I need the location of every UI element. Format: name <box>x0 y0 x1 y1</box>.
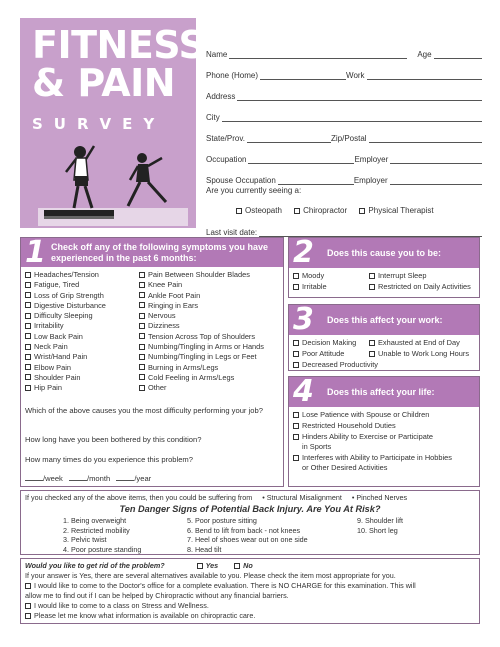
checkbox-icon <box>139 292 145 298</box>
section-1-number: 1 <box>25 235 46 270</box>
symptom-item[interactable]: Numbing/Tingling in Legs or Feet <box>139 352 264 362</box>
checkbox-icon <box>293 423 299 429</box>
symptom-item[interactable]: Numbing/Tingling in Arms or Hands <box>139 342 264 352</box>
name-field[interactable] <box>229 50 407 59</box>
section-2-number: 2 <box>293 235 314 270</box>
section-3-number: 3 <box>293 302 314 337</box>
checkbox-icon <box>25 364 31 370</box>
checkbox-icon <box>25 302 31 308</box>
checkbox-icon <box>293 455 299 461</box>
yes-option[interactable]: Yes <box>197 561 219 570</box>
state-field[interactable] <box>247 134 331 143</box>
moody-item[interactable]: Moody <box>293 271 324 281</box>
danger-sign-item: 10. Short leg <box>357 525 398 535</box>
danger-col-2 <box>187 516 308 554</box>
occupation-field[interactable] <box>248 155 354 164</box>
checkbox-icon <box>369 273 375 279</box>
hobbies-item[interactable]: Interferes with Ability to Participate in Hobbies <box>293 453 452 463</box>
checkbox-icon <box>293 412 299 418</box>
section-1-col-2 <box>139 270 264 394</box>
decision-making-item[interactable]: Decision Making <box>293 338 356 348</box>
evaluation-option-cont: allow me to find out if I can be helped by Chiropractic without any financial barriers. <box>25 591 289 600</box>
title-line-2: & PAIN <box>32 61 176 105</box>
city-field[interactable] <box>222 113 482 122</box>
alternatives-text: If your answer is Yes, there are several alternatives available to you. Please check the item most appropriate for you. <box>25 571 396 580</box>
checkbox-icon <box>293 284 299 290</box>
section-2-heading: Does this cause you to be: <box>327 248 442 258</box>
checkbox-icon <box>25 374 31 380</box>
section-1-heading: Check off any of the following symptoms you have experienced in the past 6 months: <box>51 242 269 263</box>
checkbox-icon <box>139 333 145 339</box>
poor-attitude-item[interactable]: Poor Attitude <box>293 349 344 359</box>
danger-signs-box <box>20 490 480 555</box>
checkbox-icon <box>139 313 145 319</box>
danger-sign-item: 4. Poor posture standing <box>63 544 142 554</box>
per-year-field[interactable] <box>116 480 134 481</box>
checkbox-icon <box>139 344 145 350</box>
stress-class-option[interactable]: I would like to come to a class on Stress and Wellness. <box>25 601 209 610</box>
chiropractor-option[interactable]: Chiropractor <box>294 206 347 215</box>
section-3 <box>288 304 480 371</box>
osteopath-option[interactable]: Osteopath <box>236 206 282 215</box>
symptom-item[interactable]: Dizziness <box>139 321 264 331</box>
productivity-item[interactable]: Decreased Productivity <box>293 360 378 370</box>
section-2-header <box>289 235 479 270</box>
age-label: Age <box>417 50 432 59</box>
long-hours-item[interactable]: Unable to Work Long Hours <box>369 349 469 359</box>
section-3-heading: Does this affect your work: <box>327 315 443 325</box>
lose-patience-item[interactable]: Lose Patience with Spouse or Children <box>293 410 429 420</box>
employer-field[interactable] <box>390 155 482 164</box>
get-rid-question: Would you like to get rid of the problem? <box>25 561 165 570</box>
checkbox-icon <box>25 292 31 298</box>
employer-label: Employer <box>354 155 389 164</box>
structural-misalignment: • Structural Misalignment <box>262 493 342 502</box>
checkbox-icon <box>139 354 145 360</box>
address-field[interactable] <box>237 92 482 101</box>
exhausted-item[interactable]: Exhausted at End of Day <box>369 338 460 348</box>
symptom-item[interactable]: Loss of Grip Strength <box>25 291 106 301</box>
danger-sign-item: 6. Bend to lift from back - not knees <box>187 525 301 535</box>
symptom-item[interactable]: Ringing in Ears <box>139 301 264 311</box>
danger-sign-item: 1. Being overweight <box>63 516 127 525</box>
city-label: City <box>206 113 220 122</box>
zip-field[interactable] <box>369 134 482 143</box>
spouse-row <box>206 170 482 185</box>
checkbox-icon <box>25 613 31 619</box>
checkbox-icon <box>25 272 31 278</box>
checkbox-icon <box>25 385 31 391</box>
section-4 <box>288 376 480 487</box>
survey-logo <box>20 18 206 228</box>
danger-sign-item: 8. Head tilt <box>187 544 222 554</box>
fitness-figures-illustration <box>38 136 188 226</box>
symptom-item[interactable]: Headaches/Tension <box>25 270 106 280</box>
symptom-item[interactable]: Other <box>139 383 264 393</box>
occupation-label: Occupation <box>206 155 247 164</box>
work-field[interactable] <box>367 71 482 80</box>
exercise-item-cont: in Sports <box>302 442 332 451</box>
danger-sign-item: 9. Shoulder lift <box>357 516 403 525</box>
duration-question: How long have you been bothered by this condition? <box>25 435 202 444</box>
last-visit-row <box>206 222 482 237</box>
state-row <box>206 128 482 143</box>
symptom-item[interactable]: Irritability <box>25 321 106 331</box>
household-duties-item[interactable]: Restricted Household Duties <box>293 421 396 431</box>
currently-seeing-label: Are you currently seeing a: <box>206 186 302 195</box>
checkbox-icon <box>359 208 365 214</box>
employer2-label: Employer <box>353 176 388 185</box>
symptom-item[interactable]: Shoulder Pain <box>25 373 106 383</box>
danger-sign-item: 7. Heel of shoes wear out on one side <box>187 535 308 544</box>
checkbox-icon <box>25 344 31 350</box>
checkbox-icon <box>25 282 31 288</box>
section-4-header <box>289 374 479 409</box>
checkbox-icon <box>293 362 299 368</box>
address-row <box>206 86 482 101</box>
spouse-occupation-field[interactable] <box>278 176 354 185</box>
spouse-occupation-label: Spouse Occupation <box>206 176 276 185</box>
title-line-3: SURVEY <box>32 115 166 133</box>
symptom-item[interactable]: Ankle Foot Pain <box>139 291 264 301</box>
checkbox-icon <box>369 340 375 346</box>
checkbox-icon <box>369 351 375 357</box>
name-row <box>206 44 482 59</box>
checkbox-icon <box>234 563 240 569</box>
symptom-item[interactable]: Burning in Arms/Legs <box>139 363 264 373</box>
checkbox-icon <box>293 273 299 279</box>
symptom-item[interactable]: Low Back Pain <box>25 332 106 342</box>
checkbox-icon <box>25 603 31 609</box>
phone-home-field[interactable] <box>260 71 346 80</box>
checkbox-icon <box>139 282 145 288</box>
checkbox-icon <box>197 563 203 569</box>
phone-home-label: Phone (Home) <box>206 71 259 80</box>
checkbox-icon <box>293 340 299 346</box>
checkbox-icon <box>25 333 31 339</box>
pinched-nerves: • Pinched Nerves <box>351 493 408 502</box>
checkbox-icon <box>139 302 145 308</box>
checkbox-icon <box>25 354 31 360</box>
restricted-daily-item[interactable]: Restricted on Daily Activities <box>369 282 471 292</box>
no-option[interactable]: No <box>234 561 253 570</box>
checkbox-icon <box>139 364 145 370</box>
occupation-row <box>206 149 482 164</box>
address-label: Address <box>206 92 236 101</box>
exercise-item[interactable]: Hinders Ability to Exercise or Participate <box>293 432 433 442</box>
section-4-heading: Does this affect your life: <box>327 387 435 397</box>
checkbox-icon <box>25 323 31 329</box>
symptom-item[interactable]: Digestive Disturbance <box>25 301 106 311</box>
checkbox-icon <box>139 385 145 391</box>
interrupt-sleep-item[interactable]: Interrupt Sleep <box>369 271 426 281</box>
checkbox-icon <box>293 434 299 440</box>
checkbox-icon <box>139 272 145 278</box>
info-option[interactable]: Please let me know what information is available on chiropractic care. <box>25 611 255 620</box>
checkbox-icon <box>369 284 375 290</box>
checkbox-icon <box>139 323 145 329</box>
checkbox-icon <box>236 208 242 214</box>
danger-sign-item: 3. Pelvic twist <box>63 535 107 544</box>
danger-sign-item: 2. Restricted mobility <box>63 525 130 535</box>
symptom-item[interactable]: Tension Across Top of Shoulders <box>139 332 264 342</box>
get-rid-question-row <box>25 561 253 570</box>
per-week-field[interactable] <box>25 480 43 481</box>
call-to-action-box <box>20 558 480 624</box>
name-label: Name <box>206 50 228 59</box>
danger-intro: If you checked any of the above items, then you could be suffering from <box>25 493 253 502</box>
symptom-item[interactable]: Pain Between Shoulder Blades <box>139 270 264 280</box>
symptom-item[interactable]: Elbow Pain <box>25 363 106 373</box>
section-3-header <box>289 302 479 337</box>
work-label: Work <box>346 71 365 80</box>
title-line-1: FITNESS <box>32 23 206 67</box>
physical-therapist-option[interactable]: Physical Therapist <box>359 206 433 215</box>
checkbox-icon <box>294 208 300 214</box>
zip-label: Zip/Postal <box>330 134 367 143</box>
state-label: State/Prov. <box>206 134 245 143</box>
danger-title: Ten Danger Signs of Potential Back Injury. Are You At Risk? <box>119 504 381 514</box>
symptom-item[interactable]: Neck Pain <box>25 342 106 352</box>
hobbies-item-cont: or Other Desired Activities <box>302 463 388 472</box>
checkbox-icon <box>139 374 145 380</box>
employer2-field[interactable] <box>390 176 482 185</box>
city-row <box>206 107 482 122</box>
section-1-header <box>21 235 283 270</box>
checkbox-icon <box>25 583 31 589</box>
symptom-item[interactable]: Knee Pain <box>139 280 264 290</box>
frequency-question: How many times do you experience this problem? <box>25 455 193 464</box>
danger-col-3 <box>357 516 403 535</box>
danger-col-1 <box>63 516 141 554</box>
practitioner-options <box>236 206 434 215</box>
symptom-item[interactable]: Hip Pain <box>25 383 106 393</box>
danger-sign-item: 5. Poor posture sitting <box>187 516 257 525</box>
last-visit-label: Last visit date: <box>206 228 258 237</box>
section-4-number: 4 <box>293 374 314 409</box>
symptom-item[interactable]: Difficulty Sleeping <box>25 311 106 321</box>
difficulty-question: Which of the above causes you the most difficulty performing your job? <box>25 406 263 415</box>
danger-intro-row <box>25 493 407 502</box>
evaluation-option[interactable]: I would like to come to the Doctor's office for a complete evaluation. There is NO CHARGE for this examination. This will <box>25 581 416 590</box>
irritable-item[interactable]: Irritable <box>293 282 327 292</box>
checkbox-icon <box>293 351 299 357</box>
symptom-item[interactable]: Nervous <box>139 311 264 321</box>
section-2 <box>288 237 480 298</box>
frequency-fields: /week /month /year <box>25 474 151 483</box>
symptom-item[interactable]: Wrist/Hand Pain <box>25 352 106 362</box>
section-1-col-1 <box>25 270 106 394</box>
per-month-field[interactable] <box>69 480 87 481</box>
symptom-item[interactable]: Fatigue, Tired <box>25 280 106 290</box>
symptom-item[interactable]: Cold Feeling in Arms/Legs <box>139 373 264 383</box>
phone-row <box>206 65 482 80</box>
checkbox-icon <box>25 313 31 319</box>
age-field[interactable] <box>434 50 482 59</box>
section-1 <box>20 237 284 487</box>
